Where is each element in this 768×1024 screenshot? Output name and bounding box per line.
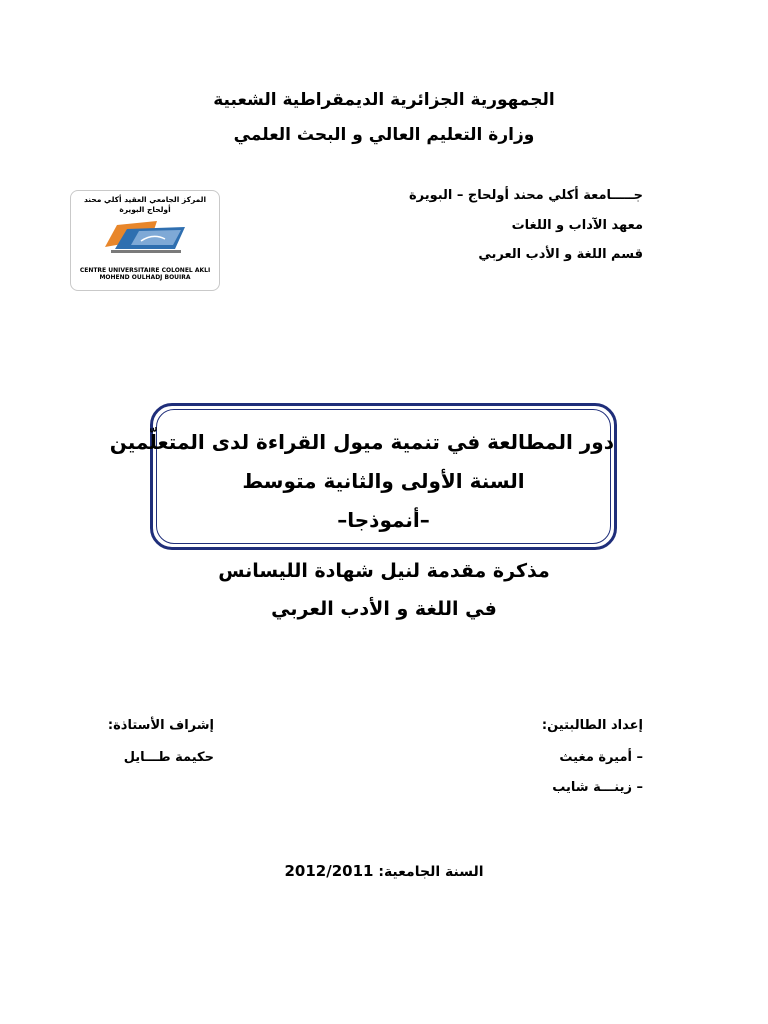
ministry-heading: وزارة التعليم العالي و البحث العلمي <box>233 125 535 145</box>
university-logo <box>70 190 220 291</box>
thesis-title-frame <box>109 403 617 550</box>
student-name: – أميرة مغيث <box>559 750 643 765</box>
academic-year-label: السنة الجامعية: <box>378 864 484 880</box>
supervisor-name: حكيمة طـــايل <box>123 750 214 765</box>
memo-purpose: مذكرة مقدمة لنيل شهادة الليسانس <box>218 560 550 582</box>
university-name: جـــــامعة أكلي محند أولحاج – البويرة <box>408 188 643 203</box>
student-name: – زينـــة شايب <box>552 780 643 795</box>
academic-year-value: 2012/2011 <box>284 862 374 880</box>
logo-arabic-text: المركز الجامعي العقيد أكلي محند أولحاج البويرة <box>83 195 207 214</box>
republic-heading: الجمهورية الجزائرية الديمقراطية الشعبية <box>213 90 555 110</box>
academic-year <box>0 862 768 880</box>
thesis-title-line-2: السنة الأولى والثانية متوسط <box>242 469 525 493</box>
thesis-title-line-1: دور المطالعة في تنمية ميول القراءة لدى المتعلّمين <box>109 430 614 454</box>
memo-field: في اللغة و الأدب العربي <box>271 598 497 620</box>
logo-french-text: CENTRE UNIVERSITAIRE COLONEL AKLI MOHEND OULHADJ BOUIRA <box>79 267 211 281</box>
university-emblem-icon <box>101 217 189 255</box>
institute-name: معهد الآداب و اللغات <box>511 218 643 233</box>
students-label: إعداد الطالبتين: <box>541 718 643 733</box>
thesis-title-line-3: –أنموذجا– <box>337 508 430 532</box>
department-name: قسم اللغة و الأدب العربي <box>478 247 643 262</box>
supervisor-label: إشراف الأستاذة: <box>107 718 214 733</box>
